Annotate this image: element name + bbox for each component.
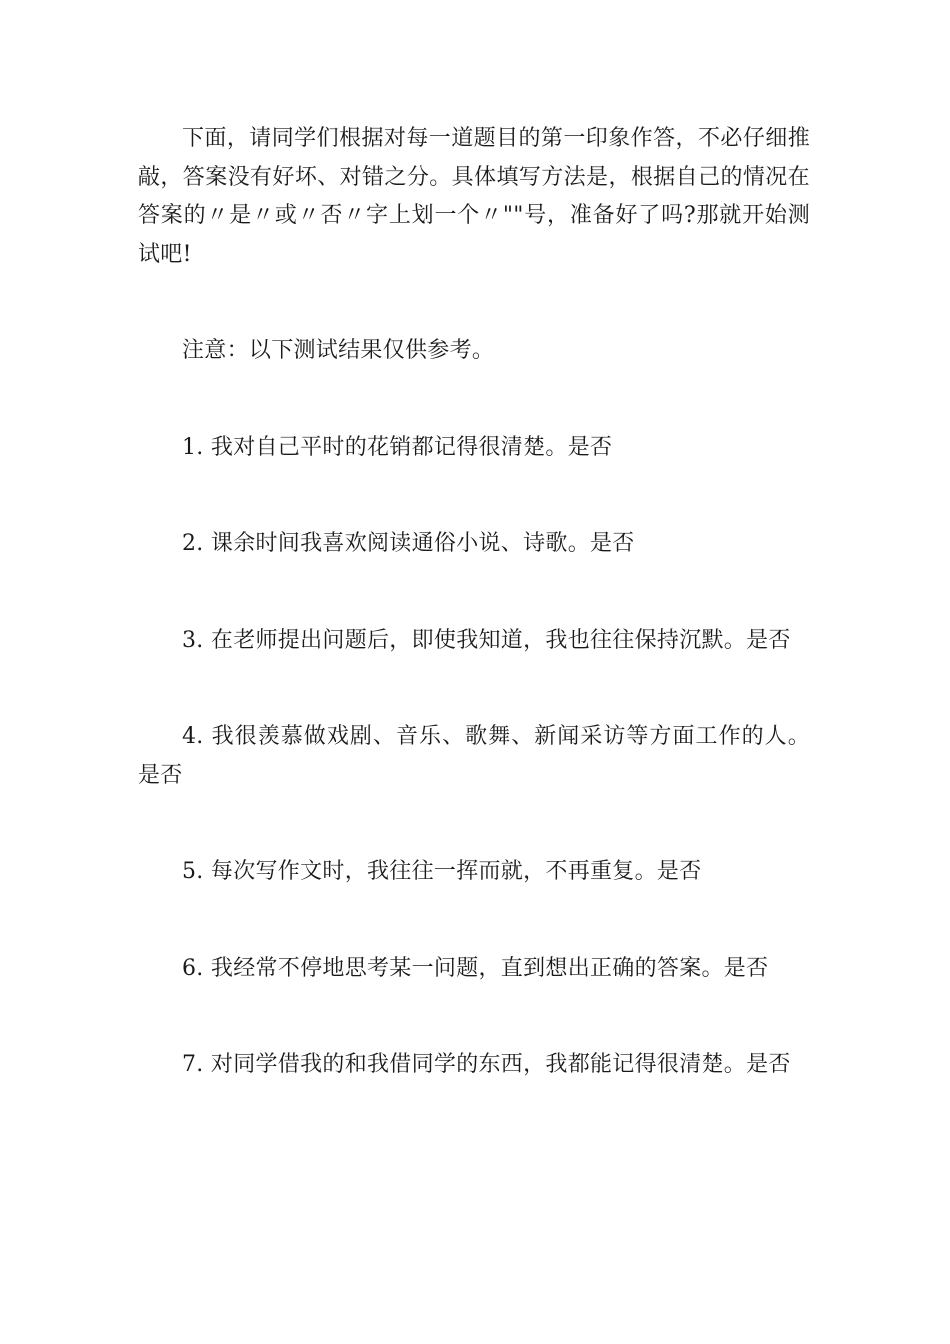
question-item <box>138 622 810 661</box>
question-item <box>138 950 810 989</box>
intro-paragraph: 下面，请同学们根据对每一道题目的第一印象作答，不必仔细推敲，答案没有好坏、对错之分。具体填写方法是，根据自己的情况在答案的〃是〃或〃否〃字上划一个〃""号，准备好了吗?那就开始测试吧! <box>138 126 810 267</box>
question-text: 我对自己平时的花销都记得很清楚。是否 <box>210 434 613 460</box>
question-number: 7. <box>182 1052 211 1077</box>
question-text: 我很羡慕做戏剧、音乐、歌舞、新闻采访等方面工作的人。是否 <box>138 724 810 788</box>
question-number: 2. <box>182 531 211 556</box>
question-item <box>138 718 810 795</box>
question-text: 每次写作文时，我往往一挥而就，不再重复。是否 <box>210 859 702 884</box>
question-text: 我经常不停地思考某一问题，直到想出正确的答案。是否 <box>210 955 769 981</box>
question-text: 课余时间我喜欢阅读通俗小说、诗歌。是否 <box>210 531 635 556</box>
document-page <box>138 120 810 1143</box>
question-text: 在老师提出问题后，即使我知道，我也往往保持沉默。是否 <box>210 627 791 653</box>
question-item <box>138 853 810 892</box>
question-number: 1. <box>182 434 211 460</box>
note-paragraph: 注意：以下测试结果仅供参考。 <box>182 338 495 363</box>
question-item <box>138 1046 810 1085</box>
question-item <box>138 429 810 468</box>
question-text: 对同学借我的和我借同学的东西，我都能记得很清楚。是否 <box>210 1052 791 1077</box>
question-number: 4. <box>182 724 212 749</box>
question-number: 6. <box>182 955 211 981</box>
question-number: 5. <box>182 859 211 884</box>
question-item <box>138 525 810 564</box>
question-number: 3. <box>182 627 211 653</box>
